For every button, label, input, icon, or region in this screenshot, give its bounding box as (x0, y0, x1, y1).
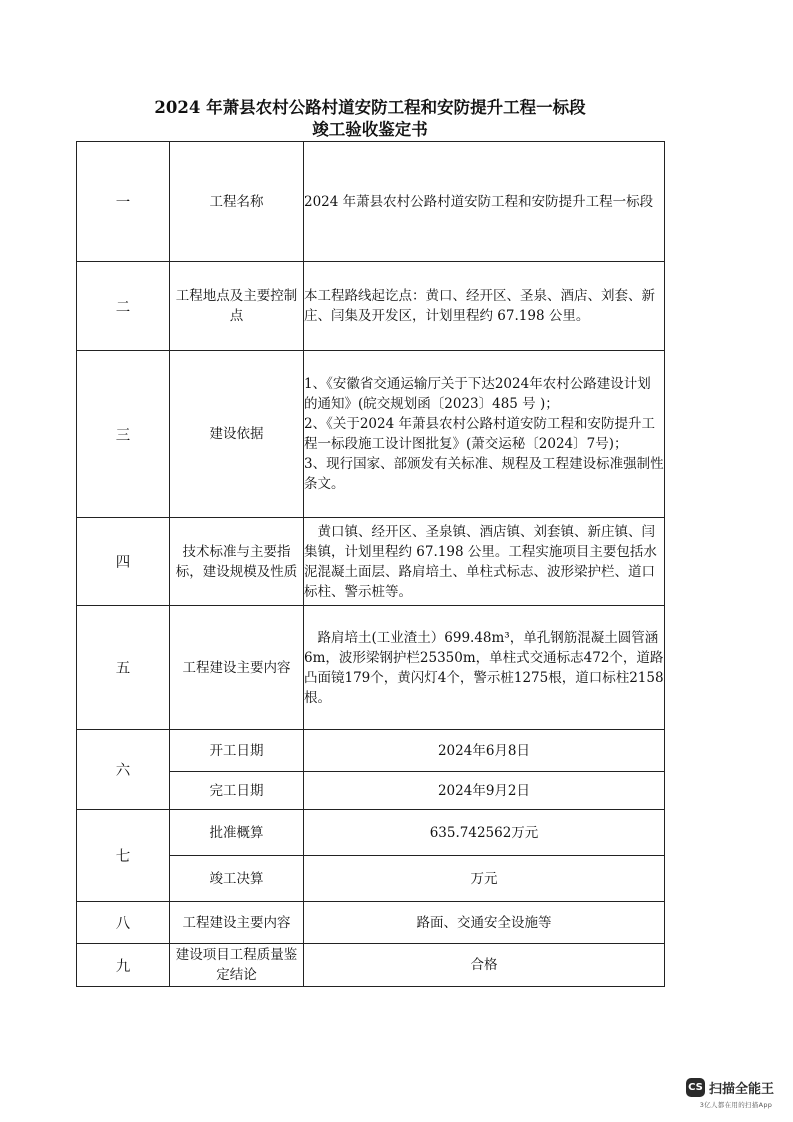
row-number: 三 (77, 351, 170, 518)
scanner-watermark (686, 1077, 774, 1097)
final-account-value: 万元 (304, 856, 665, 902)
row-label: 竣工决算 (170, 856, 304, 902)
row-label: 建设项目工程质量鉴定结论 (170, 944, 304, 987)
row-number: 六 (77, 730, 170, 810)
table-row (77, 902, 665, 944)
row-number: 八 (77, 902, 170, 944)
basis-item: 2、《关于2024 年萧县农村公路村道安防工程和安防提升工程一标段施工设计图批复》(萧交运秘〔2024〕7号)； (304, 416, 655, 452)
camscanner-icon: CS (686, 1078, 705, 1097)
location-value: 本工程路线起讫点：黄口、经开区、圣泉、酒店、刘套、新庄、闫集及开发区，计划里程约 67.198 公里。 (304, 262, 665, 351)
table-row (77, 606, 665, 730)
end-date-value: 2024年9月2日 (304, 772, 665, 810)
table-row (77, 810, 665, 856)
document-title: 2024 年萧县农村公路村道安防工程和安防提升工程一标段 (154, 98, 586, 117)
row-label: 工程地点及主要控制点 (170, 262, 304, 351)
row-label: 建设依据 (170, 351, 304, 518)
document-subtitle: 竣工验收鉴定书 (312, 120, 428, 139)
table-row (77, 518, 665, 606)
watermark-subtext: 3亿人都在用的扫描App (699, 1101, 773, 1109)
row-number: 九 (77, 944, 170, 987)
row-label: 工程建设主要内容 (170, 902, 304, 944)
table-row (77, 262, 665, 351)
table-row (77, 944, 665, 987)
start-date-value: 2024年6月8日 (304, 730, 665, 772)
row-label: 工程建设主要内容 (170, 606, 304, 730)
acceptance-table (76, 141, 665, 987)
row-number: 一 (77, 142, 170, 262)
basis-item: 1、《安徽省交通运输厅关于下达2024年农村公路建设计划的通知》(皖交规划函〔2023〕485 号 )； (304, 376, 651, 412)
watermark-text: 扫描全能王 (709, 1081, 775, 1097)
table-row (77, 730, 665, 772)
basis-item: 3、现行国家、部颁发有关标准、规程及工程建设标准强制性条文。 (304, 456, 664, 492)
row-number: 五 (77, 606, 170, 730)
project-name-value: 2024 年萧县农村公路村道安防工程和安防提升工程一标段 (304, 142, 665, 262)
row-label: 批准概算 (170, 810, 304, 856)
row-number: 七 (77, 810, 170, 902)
row-label: 完工日期 (170, 772, 304, 810)
row-label: 开工日期 (170, 730, 304, 772)
row-number: 二 (77, 262, 170, 351)
standards-value: 黄口镇、经开区、圣泉镇、酒店镇、刘套镇、新庄镇、闫集镇，计划里程约 67.198 公里。工程实施项目主要包括水泥混凝土面层、路肩培土、单柱式标志、波形梁护栏、道口标柱、警示桩等。 (304, 518, 665, 606)
row-label: 技术标准与主要指标，建设规模及性质 (170, 518, 304, 606)
table-row (77, 351, 665, 518)
table-row (77, 142, 665, 262)
main-content-value: 路面、交通安全设施等 (304, 902, 665, 944)
row-number: 四 (77, 518, 170, 606)
approved-budget-value: 635.742562万元 (304, 810, 665, 856)
basis-value (304, 351, 665, 518)
row-label: 工程名称 (170, 142, 304, 262)
construction-content-value: 路肩培土(工业渣土）699.48m³，单孔钢筋混凝土圆管涵6m，波形梁钢护栏25350m，单柱式交通标志472个，道路凸面镜179个，黄闪灯4个，警示桩1275根，道口标柱2158根。 (304, 606, 665, 730)
quality-conclusion-value: 合格 (304, 944, 665, 987)
